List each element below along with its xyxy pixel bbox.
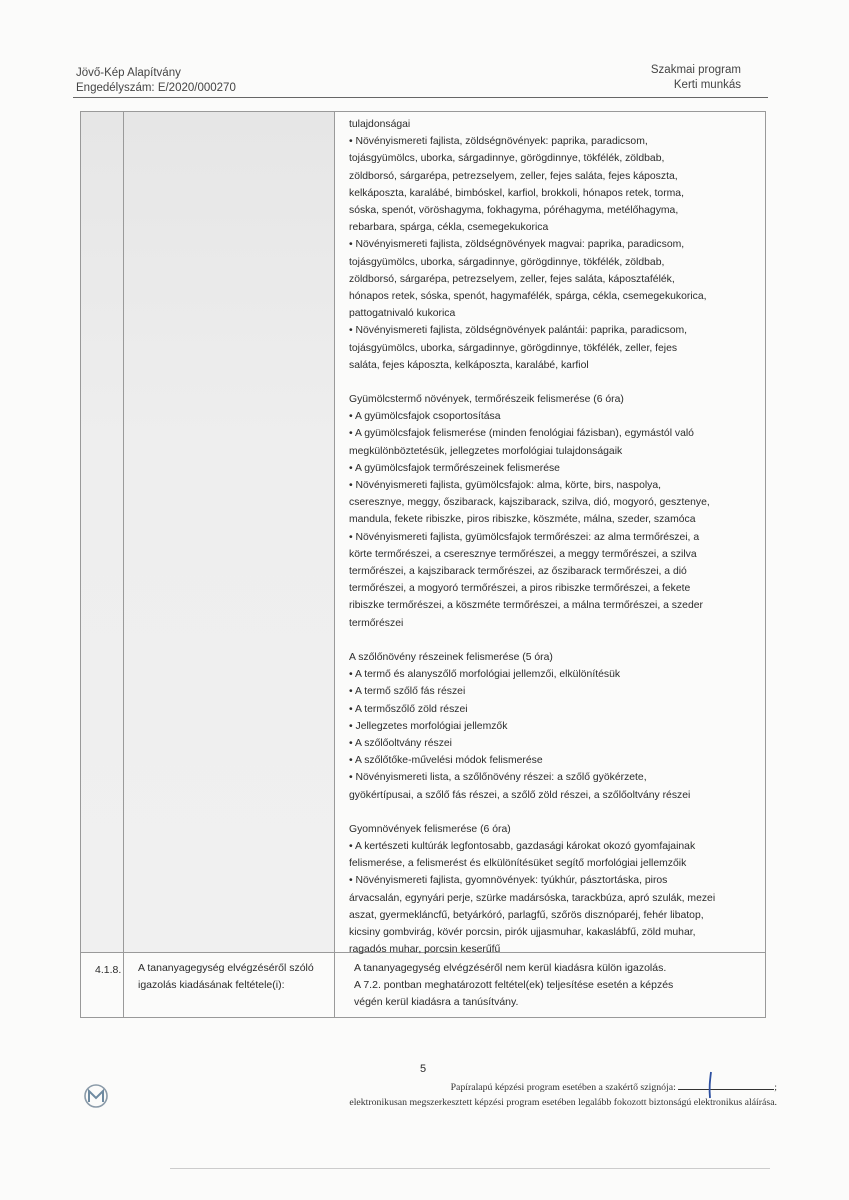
content-line: tojásgyümölcs, uborka, sárgadinnye, görögdinnye, tökfélék, zöldbab, bbox=[349, 153, 665, 165]
content-line: kelkáposzta, karalábé, bimbóskel, karfiol, brokkoli, hónapos retek, torma, bbox=[349, 187, 684, 199]
signature-mark-icon bbox=[704, 1070, 718, 1100]
column-divider-1 bbox=[123, 112, 124, 1017]
program-title: Szakmai program bbox=[650, 64, 741, 76]
organization-name: Jövő-Kép Alapítvány bbox=[76, 67, 181, 79]
content-line: • A gyümölcsfajok termőrészeinek felismerése bbox=[349, 462, 560, 474]
content-line: • Jellegzetes morfológiai jellemzők bbox=[349, 720, 508, 732]
condition-line: A 7.2. pontban meghatározott feltétel(ek) teljesítése esetén a képzés bbox=[354, 979, 674, 991]
content-line: • Növényismereti fajlista, gyomnövények: tyúkhúr, pásztortáska, piros bbox=[349, 875, 668, 887]
content-line: termőrészei bbox=[349, 617, 404, 629]
content-line: • A termő szőlő fás részei bbox=[349, 686, 466, 698]
content-cell bbox=[349, 116, 759, 958]
content-line: pattogatnivaló kukorica bbox=[349, 308, 456, 320]
content-line: • A termő és alanyszőlő morfológiai jellemzői, elkülönítésük bbox=[349, 669, 621, 681]
condition-line: A tananyagegység elvégzéséről nem kerül kiadásra külön igazolás. bbox=[354, 962, 667, 974]
header-right bbox=[651, 63, 741, 93]
footer-signature-text: Papíralapú képzési program esetében a szakértő szignója: bbox=[450, 1082, 676, 1093]
content-line: • A gyümölcsfajok felismerése (minden fenológiai fázisban), egymástól való bbox=[349, 428, 694, 440]
content-line: tojásgyümölcs, uborka, sárgadinnye, görögdinnye, tökfélék, zöldbab, bbox=[349, 256, 665, 268]
content-line: • Növényismereti fajlista, gyümölcsfajok termőrészei: az alma termőrészei, a bbox=[349, 531, 700, 543]
header-divider bbox=[73, 97, 768, 98]
content-line: árvacsalán, egynyári perje, szürke madársóska, tarackbúza, apró szulák, mezei bbox=[349, 892, 716, 904]
row-label bbox=[138, 960, 323, 994]
shaded-left-columns bbox=[81, 112, 334, 952]
content-line: aszat, gyermekláncfű, betyárkóró, parlagfű, szőrös disznóparéj, fehér libatop, bbox=[349, 909, 704, 921]
content-line: kicsiny gombvirág, kövér porcsin, pirók ujjasmuhar, kakaslábfű, zöld muhar, bbox=[349, 926, 696, 938]
condition-line: végén kerül kiadásra a tanúsítvány. bbox=[354, 996, 519, 1008]
paragraph-gap bbox=[349, 632, 759, 649]
row-number: 4.1.8. bbox=[95, 964, 122, 976]
content-line: • A gyümölcsfajok csoportosítása bbox=[349, 411, 501, 423]
foundation-logo-icon bbox=[82, 1083, 110, 1109]
content-line: körte termőrészei, a cseresznye termőrészei, a meggy termőrészei, a szilva bbox=[349, 548, 697, 560]
column-divider-2 bbox=[334, 112, 335, 1017]
content-line: termőrészei, a mogyoró termőrészei, a piros ribiszke termőrészei, a fekete bbox=[349, 583, 691, 595]
row-label-line: A tananyagegység elvégzéséről szóló bbox=[138, 962, 314, 974]
content-line: termőrészei, a kajszibarack termőrészei, az őszibarack termőrészei, a dió bbox=[349, 566, 687, 578]
content-line: tulajdonságai bbox=[349, 119, 411, 130]
paragraph-gap bbox=[349, 804, 759, 821]
content-line: zöldborsó, sárgarépa, petrezselyem, zeller, fejes saláta, káposztafélék, bbox=[349, 273, 675, 285]
content-line: • Növényismereti fajlista, zöldségnövények magvai: paprika, paradicsom, bbox=[349, 239, 685, 251]
content-line: saláta, fejes káposzta, kelkáposzta, karalábé, karfiol bbox=[349, 359, 589, 371]
content-line: gyökértípusai, a szőlő fás részei, a szőlő zöld részei, a szőlőoltvány részei bbox=[349, 789, 691, 801]
row-label-line: igazolás kiadásának feltétele(i): bbox=[138, 979, 285, 991]
content-line: • Növényismereti fajlista, zöldségnövények: paprika, paradicsom, bbox=[349, 136, 648, 148]
content-line: A szőlőnövény részeinek felismerése (5 óra) bbox=[349, 651, 553, 663]
signature-line bbox=[678, 1080, 774, 1090]
bottom-divider bbox=[170, 1168, 770, 1169]
content-line: • A termőszőlő zöld részei bbox=[349, 703, 468, 715]
content-line: Gyomnövények felismerése (6 óra) bbox=[349, 823, 511, 835]
content-line: • Növényismereti lista, a szőlőnövény részei: a szőlő gyökérzete, bbox=[349, 772, 647, 784]
content-line: • A kertészeti kultúrák legfontosabb, gazdasági károkat okozó gyomfajainak bbox=[349, 840, 696, 852]
content-line: • A szőlőoltvány részei bbox=[349, 737, 452, 749]
license-number: Engedélyszám: E/2020/000270 bbox=[76, 82, 236, 94]
footer-electronic-signature-text: elektronikusan megszerkesztett képzési program esetében legalább fokozott biztonságú elektronikus aláírása. bbox=[349, 1097, 777, 1108]
paragraph-gap bbox=[349, 374, 759, 391]
page-number: 5 bbox=[420, 1063, 427, 1075]
content-line: sóska, spenót, vöröshagyma, fokhagyma, póréhagyma, metélőhagyma, bbox=[349, 205, 679, 217]
content-line: ribiszke termőrészei, a köszméte termőrészei, a málna termőrészei, a szeder bbox=[349, 600, 703, 612]
content-line: rebarbara, spárga, cékla, csemegekukorica bbox=[349, 222, 549, 234]
content-line: cseresznye, meggy, őszibarack, kajszibarack, szilva, dió, mogyoró, gesztenye, bbox=[349, 497, 710, 509]
footer-note: Papíralapú képzési program esetében a szakértő szignója: ; elektronikusan megszerkesztett képzési program esetében legalább fokozott biztonságú elektronikus aláírása. bbox=[177, 1080, 777, 1110]
content-line: mandula, fekete ribiszke, piros ribiszke, köszméte, málna, szeder, szamóca bbox=[349, 514, 696, 526]
content-line: • A szőlőtőke-művelési módok felismerése bbox=[349, 755, 543, 767]
header-left bbox=[76, 66, 236, 96]
content-line: felismerése, a felismerést és elkülönítésüket segítő morfológiai jellemzőik bbox=[349, 858, 687, 870]
content-line: megkülönböztetésük, jellegzetes morfológiai tulajdonságaik bbox=[349, 445, 623, 457]
content-line: tojásgyümölcs, uborka, sárgadinnye, görögdinnye, tökfélék, zeller, fejes bbox=[349, 342, 678, 354]
content-line: ragadós muhar, porcsin keserűfű bbox=[349, 944, 501, 956]
content-line: • Növényismereti fajlista, zöldségnövények palántái: paprika, paradicsom, bbox=[349, 325, 688, 337]
content-line: Gyümölcstermő növények, termőrészeik felismerése (6 óra) bbox=[349, 394, 624, 406]
program-subject: Kerti munkás bbox=[673, 79, 741, 91]
content-line: hónapos retek, sóska, spenót, hagymafélék, spárga, cékla, csemegekukorica, bbox=[349, 291, 707, 303]
content-line: zöldborsó, sárgarépa, petrezselyem, zeller, fejes saláta, fejes káposzta, bbox=[349, 170, 678, 182]
program-table bbox=[80, 111, 766, 1018]
certificate-condition-text bbox=[354, 960, 754, 1011]
content-line: • Növényismereti fajlista, gyümölcsfajok: alma, körte, birs, naspolya, bbox=[349, 480, 662, 492]
